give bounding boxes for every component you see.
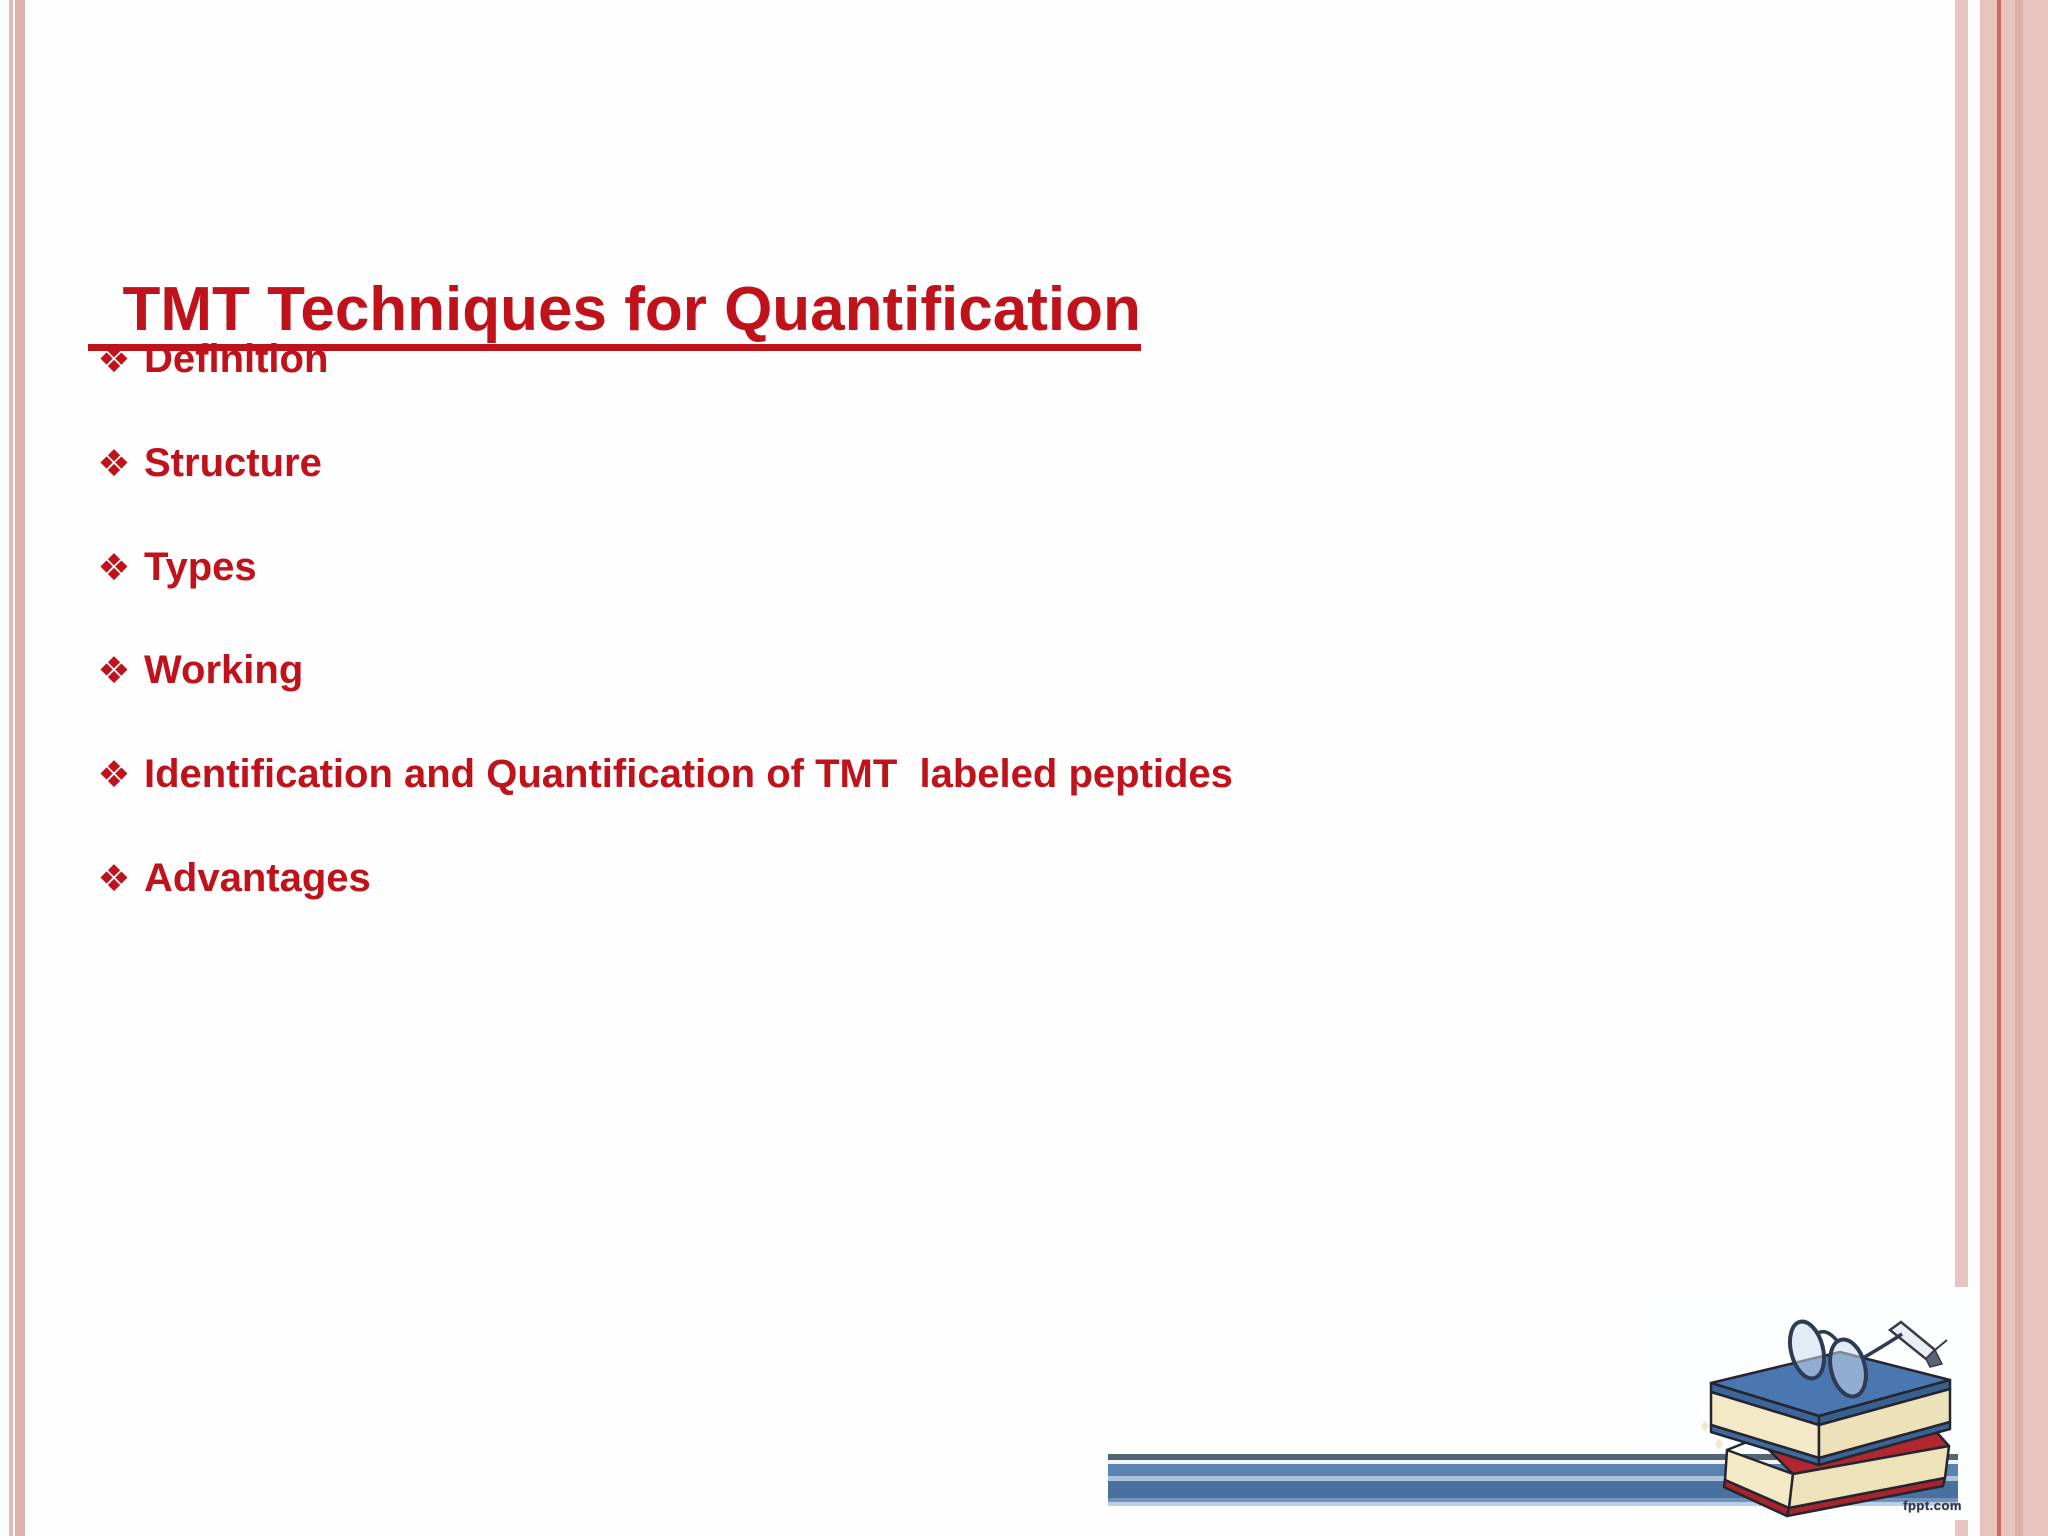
diamond-bullet-icon: ❖	[97, 442, 131, 486]
list-item	[86, 619, 1786, 723]
list-item	[86, 515, 1786, 619]
list-item-label: Identification and Quantification of TMT labeled peptides	[144, 752, 1233, 797]
list-item	[86, 308, 1786, 412]
list-item-label: Structure	[144, 441, 322, 486]
page-title-text: TMT Techniques for Quantification	[122, 275, 1141, 345]
watermark-text: fppt.com	[1903, 1498, 1962, 1513]
diamond-bullet-icon: ❖	[97, 753, 131, 797]
bullet-list	[86, 308, 1786, 930]
list-item	[86, 723, 1786, 827]
pen-icon	[1890, 1322, 1947, 1367]
list-item-label: Working	[144, 648, 304, 693]
list-item-label: Types	[144, 544, 257, 589]
diamond-bullet-icon: ❖	[97, 649, 131, 693]
left-border-stripes	[0, 0, 26, 1536]
list-item	[86, 826, 1786, 930]
list-item-label: Advantages	[144, 855, 371, 900]
diamond-bullet-icon: ❖	[97, 545, 131, 589]
list-item	[86, 412, 1786, 516]
diamond-bullet-icon: ❖	[97, 856, 131, 900]
list-item-label: Definition	[144, 337, 329, 382]
diamond-bullet-icon: ❖	[97, 338, 131, 382]
books-glasses-illustration	[1697, 1288, 1967, 1528]
